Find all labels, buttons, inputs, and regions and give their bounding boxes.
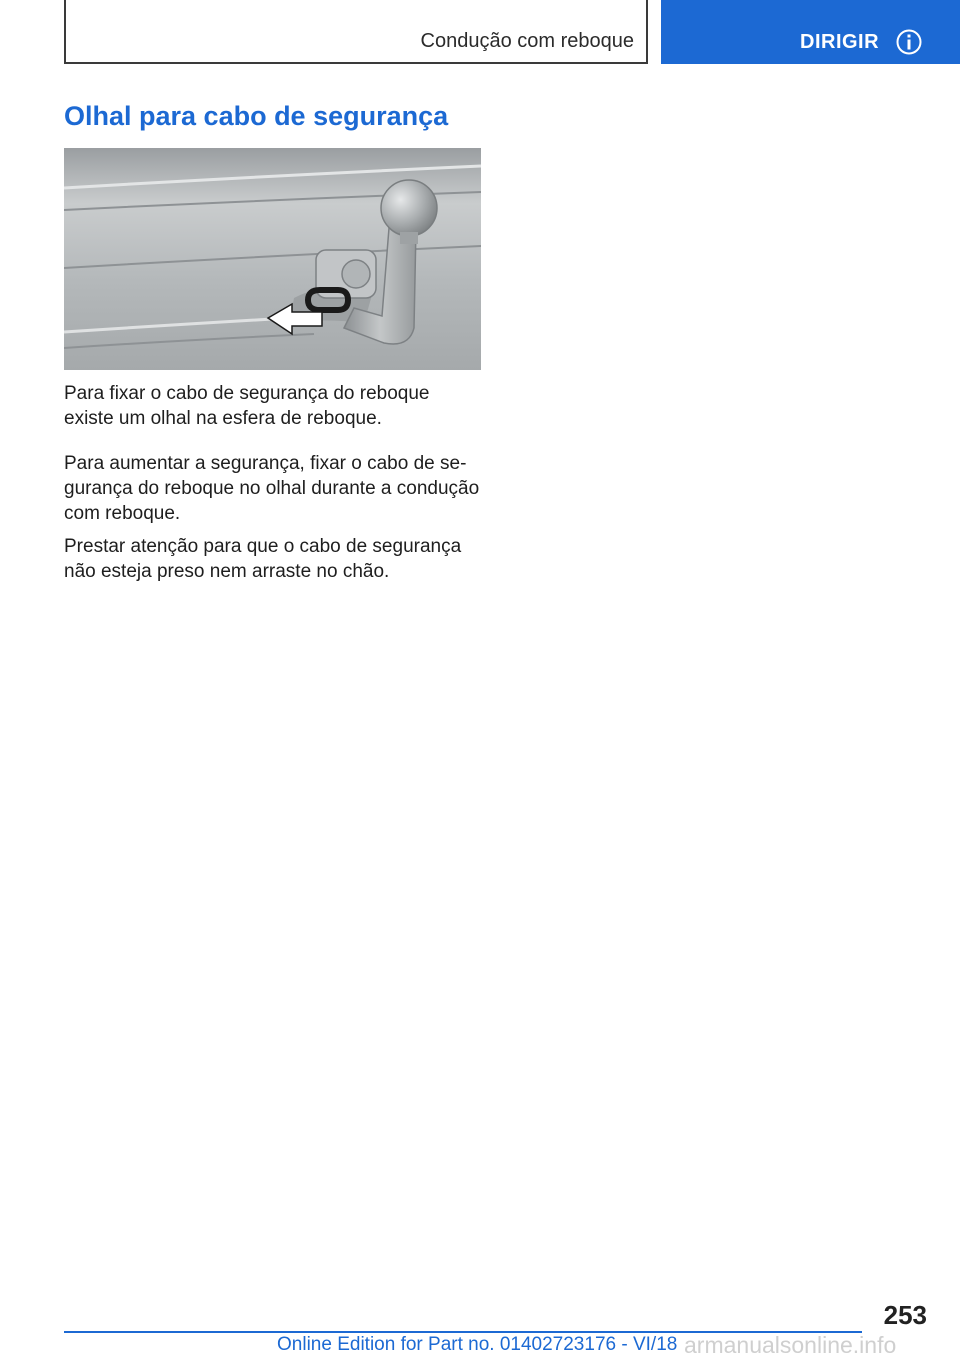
chapter-label: DIRIGIR <box>800 31 880 53</box>
paragraph-3: Prestar atenção para que o cabo de segurança não esteja preso nem arraste no chão. <box>64 536 462 582</box>
paragraph-2: Para aumentar a segurança, fixar o cabo de se-gurança do reboque no olhal durante a condução com reboque. <box>64 453 480 524</box>
edition-text: Online Edition for Part no. 01402723176 - VI/18 <box>277 1334 678 1355</box>
header-section-box <box>64 0 648 64</box>
section-title: Condução com reboque <box>420 30 634 52</box>
page-number: 253 <box>883 1300 927 1330</box>
chapter-tab[interactable] <box>661 0 960 64</box>
paragraph-1: Para fixar o cabo de segurança do reboque existe um olhal na esfera de reboque. <box>64 383 430 429</box>
info-icon[interactable] <box>896 29 922 55</box>
tow-hitch-illustration <box>64 148 481 370</box>
watermark: armanualsonline.info <box>684 1332 897 1358</box>
page-title: Olhal para cabo de segurança <box>64 101 449 131</box>
